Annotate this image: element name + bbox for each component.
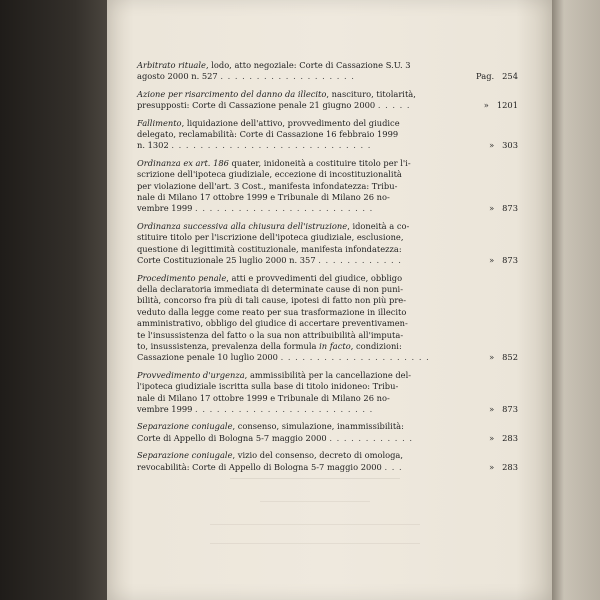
entry-term: Ordinanza ex art. 186 — [137, 157, 229, 168]
entry-text: amministrativo, obbligo del giudice di accertare preventivamen- — [137, 318, 408, 329]
page-ref — [462, 140, 518, 151]
entry-term: Ordinanza successiva alla chiusura dell'istruzione — [137, 220, 348, 231]
entry-text: l'ipoteca giudiziale iscritta sulla base di titolo inidoneo: Tribu- — [137, 381, 399, 392]
entry-term: Separazione coniugale — [137, 450, 233, 461]
entry-text: , lodo, atto negoziale: Corte di Cassazione S.U. 3 — [205, 60, 411, 70]
entry-text: questione di legittimità costituzionale, manifesta infondatezza: — [137, 243, 402, 254]
leader-dots: . . . . . . . . . . . . . . . . . . . . . . . . . — [195, 203, 374, 214]
entry-term: Arbitrato rituale — [137, 60, 206, 70]
leader-dots: . . . — [384, 461, 403, 472]
entry-text: , vizio del consenso, decreto di omologa, — [232, 450, 404, 461]
entry-text: Cassazione penale 10 luglio 2000 — [137, 352, 278, 363]
leader-dots: . . . . . . . . . . . . . . . . . . . . . . . . . . . . — [171, 140, 372, 151]
entry-text: scrizione dell'ipoteca giudiziale, eccezione di incostituzionalità — [137, 169, 402, 180]
entry-text: te l'insussistenza del fatto o la sua non attribuibilità all'imputa- — [137, 329, 404, 340]
index-entry — [137, 421, 518, 444]
leader-dots: . . . . . . . . . . . . . . . . . . . . . . . . . — [195, 403, 374, 414]
entry-text: , liquidazione dell'attivo, provvedimento del giudice — [181, 117, 400, 128]
entry-text: delegato, reclamabilità: Corte di Cassazione 16 febbraio 1999 — [137, 129, 399, 140]
show-through-text — [200, 470, 430, 554]
entry-text: revocabilità: Corte di Appello di Bologna 5-7 maggio 2000 — [137, 461, 382, 472]
entry-term: Separazione coniugale — [137, 421, 233, 432]
page-number: 1201 — [496, 100, 518, 111]
index-entry — [137, 369, 518, 416]
page-ref — [462, 352, 518, 363]
entry-text: della declaratoria immediata di determinate cause di non puni- — [137, 283, 403, 294]
page-number: 852 — [502, 352, 518, 363]
page-number: 303 — [502, 140, 518, 151]
entry-text: nale di Milano 17 ottobre 1999 e Tribunale di Milano 26 no- — [137, 192, 390, 203]
entry-text: , nascituro, titolarità, — [326, 88, 416, 99]
index-entry — [137, 117, 518, 152]
leader-dots: . . . . . . . . . . . . . . . . . . . . . — [280, 352, 430, 363]
entry-text: vembre 1999 — [137, 203, 193, 214]
index-entry — [137, 272, 518, 364]
page-ref — [462, 71, 518, 82]
entry-text: per violazione dell'art. 3 Cost., manifesta infondatezza: Tribu- — [137, 180, 398, 191]
page-prefix: » — [489, 403, 495, 414]
page-ref — [462, 255, 518, 266]
page-number: 283 — [502, 461, 518, 472]
page-ref — [462, 404, 518, 415]
entry-text: vembre 1999 — [137, 403, 193, 414]
entry-text: nale di Milano 17 ottobre 1999 e Tribunale di Milano 26 no- — [137, 392, 390, 403]
entry-text: veduto dalla legge come reato per sua trasformazione in illecito — [137, 306, 407, 317]
entry-term: Procedimento penale — [137, 272, 227, 283]
page-prefix: Pag. — [476, 71, 495, 82]
entry-text: , atti e provvedimenti del giudice, obbligo — [226, 272, 403, 283]
page-number: 873 — [502, 403, 518, 414]
index-entry — [137, 157, 518, 215]
entry-text: , consenso, simulazione, inammissibilità: — [232, 421, 404, 432]
entry-text: n. 1302 — [137, 140, 169, 151]
entry-text-italic: in facto — [316, 340, 351, 351]
page-prefix: » — [489, 255, 495, 266]
page-prefix: » — [489, 432, 495, 443]
entry-text: quater, inidoneità a costituire titolo per l'i- — [228, 157, 411, 168]
page-ref — [462, 462, 518, 473]
entry-text: presupposti: Corte di Cassazione penale 21 giugno 2000 — [137, 100, 376, 111]
page-prefix: » — [489, 203, 495, 214]
leader-dots: . . . . . . . . . . . . — [329, 432, 413, 443]
index-entry — [137, 220, 518, 267]
entry-text: to, insussistenza, prevalenza della formula — [137, 340, 317, 351]
background-right — [552, 0, 600, 600]
leader-dots: . . . . . . . . . . . . . . . . . . . — [220, 71, 355, 82]
page-ref — [462, 100, 518, 111]
index-entry — [137, 88, 518, 112]
entry-text: Corte Costituzionale 25 luglio 2000 n. 357 — [137, 255, 316, 266]
page-number: 283 — [502, 432, 518, 443]
entry-term: Provvedimento d'urgenza — [137, 369, 245, 380]
index-entry — [137, 60, 518, 83]
entry-term: Fallimento — [137, 117, 182, 128]
page-number: 254 — [502, 71, 518, 82]
entry-text: Corte di Appello di Bologna 5-7 maggio 2000 — [137, 432, 327, 443]
entry-text: , idoneità a co- — [347, 220, 410, 231]
page-ref — [462, 203, 518, 214]
page-prefix: » — [489, 352, 495, 363]
page-number: 873 — [502, 203, 518, 214]
entry-text: , condizioni: — [350, 340, 402, 351]
page-prefix: » — [489, 461, 495, 472]
leader-dots: . . . . . . . . . . . . — [318, 255, 402, 266]
page-prefix: » — [483, 100, 489, 111]
leader-dots: . . . . . — [377, 100, 411, 111]
index-entries — [137, 60, 518, 479]
entry-text: stituire titolo per l'iscrizione dell'ipoteca giudiziale, esclusione, — [137, 232, 404, 243]
entry-term: Azione per risarcimento del danno da illecito — [137, 88, 327, 99]
entry-text: bilità, concorso fra più di tali cause, ipotesi di fatto non più pre- — [137, 295, 407, 306]
entry-text: agosto 2000 n. 527 — [137, 71, 218, 82]
entry-text: , ammissibilità per la cancellazione del- — [244, 369, 412, 380]
page-prefix: » — [489, 140, 495, 151]
page-ref — [462, 433, 518, 444]
background-left — [0, 0, 107, 600]
page-number: 873 — [502, 255, 518, 266]
